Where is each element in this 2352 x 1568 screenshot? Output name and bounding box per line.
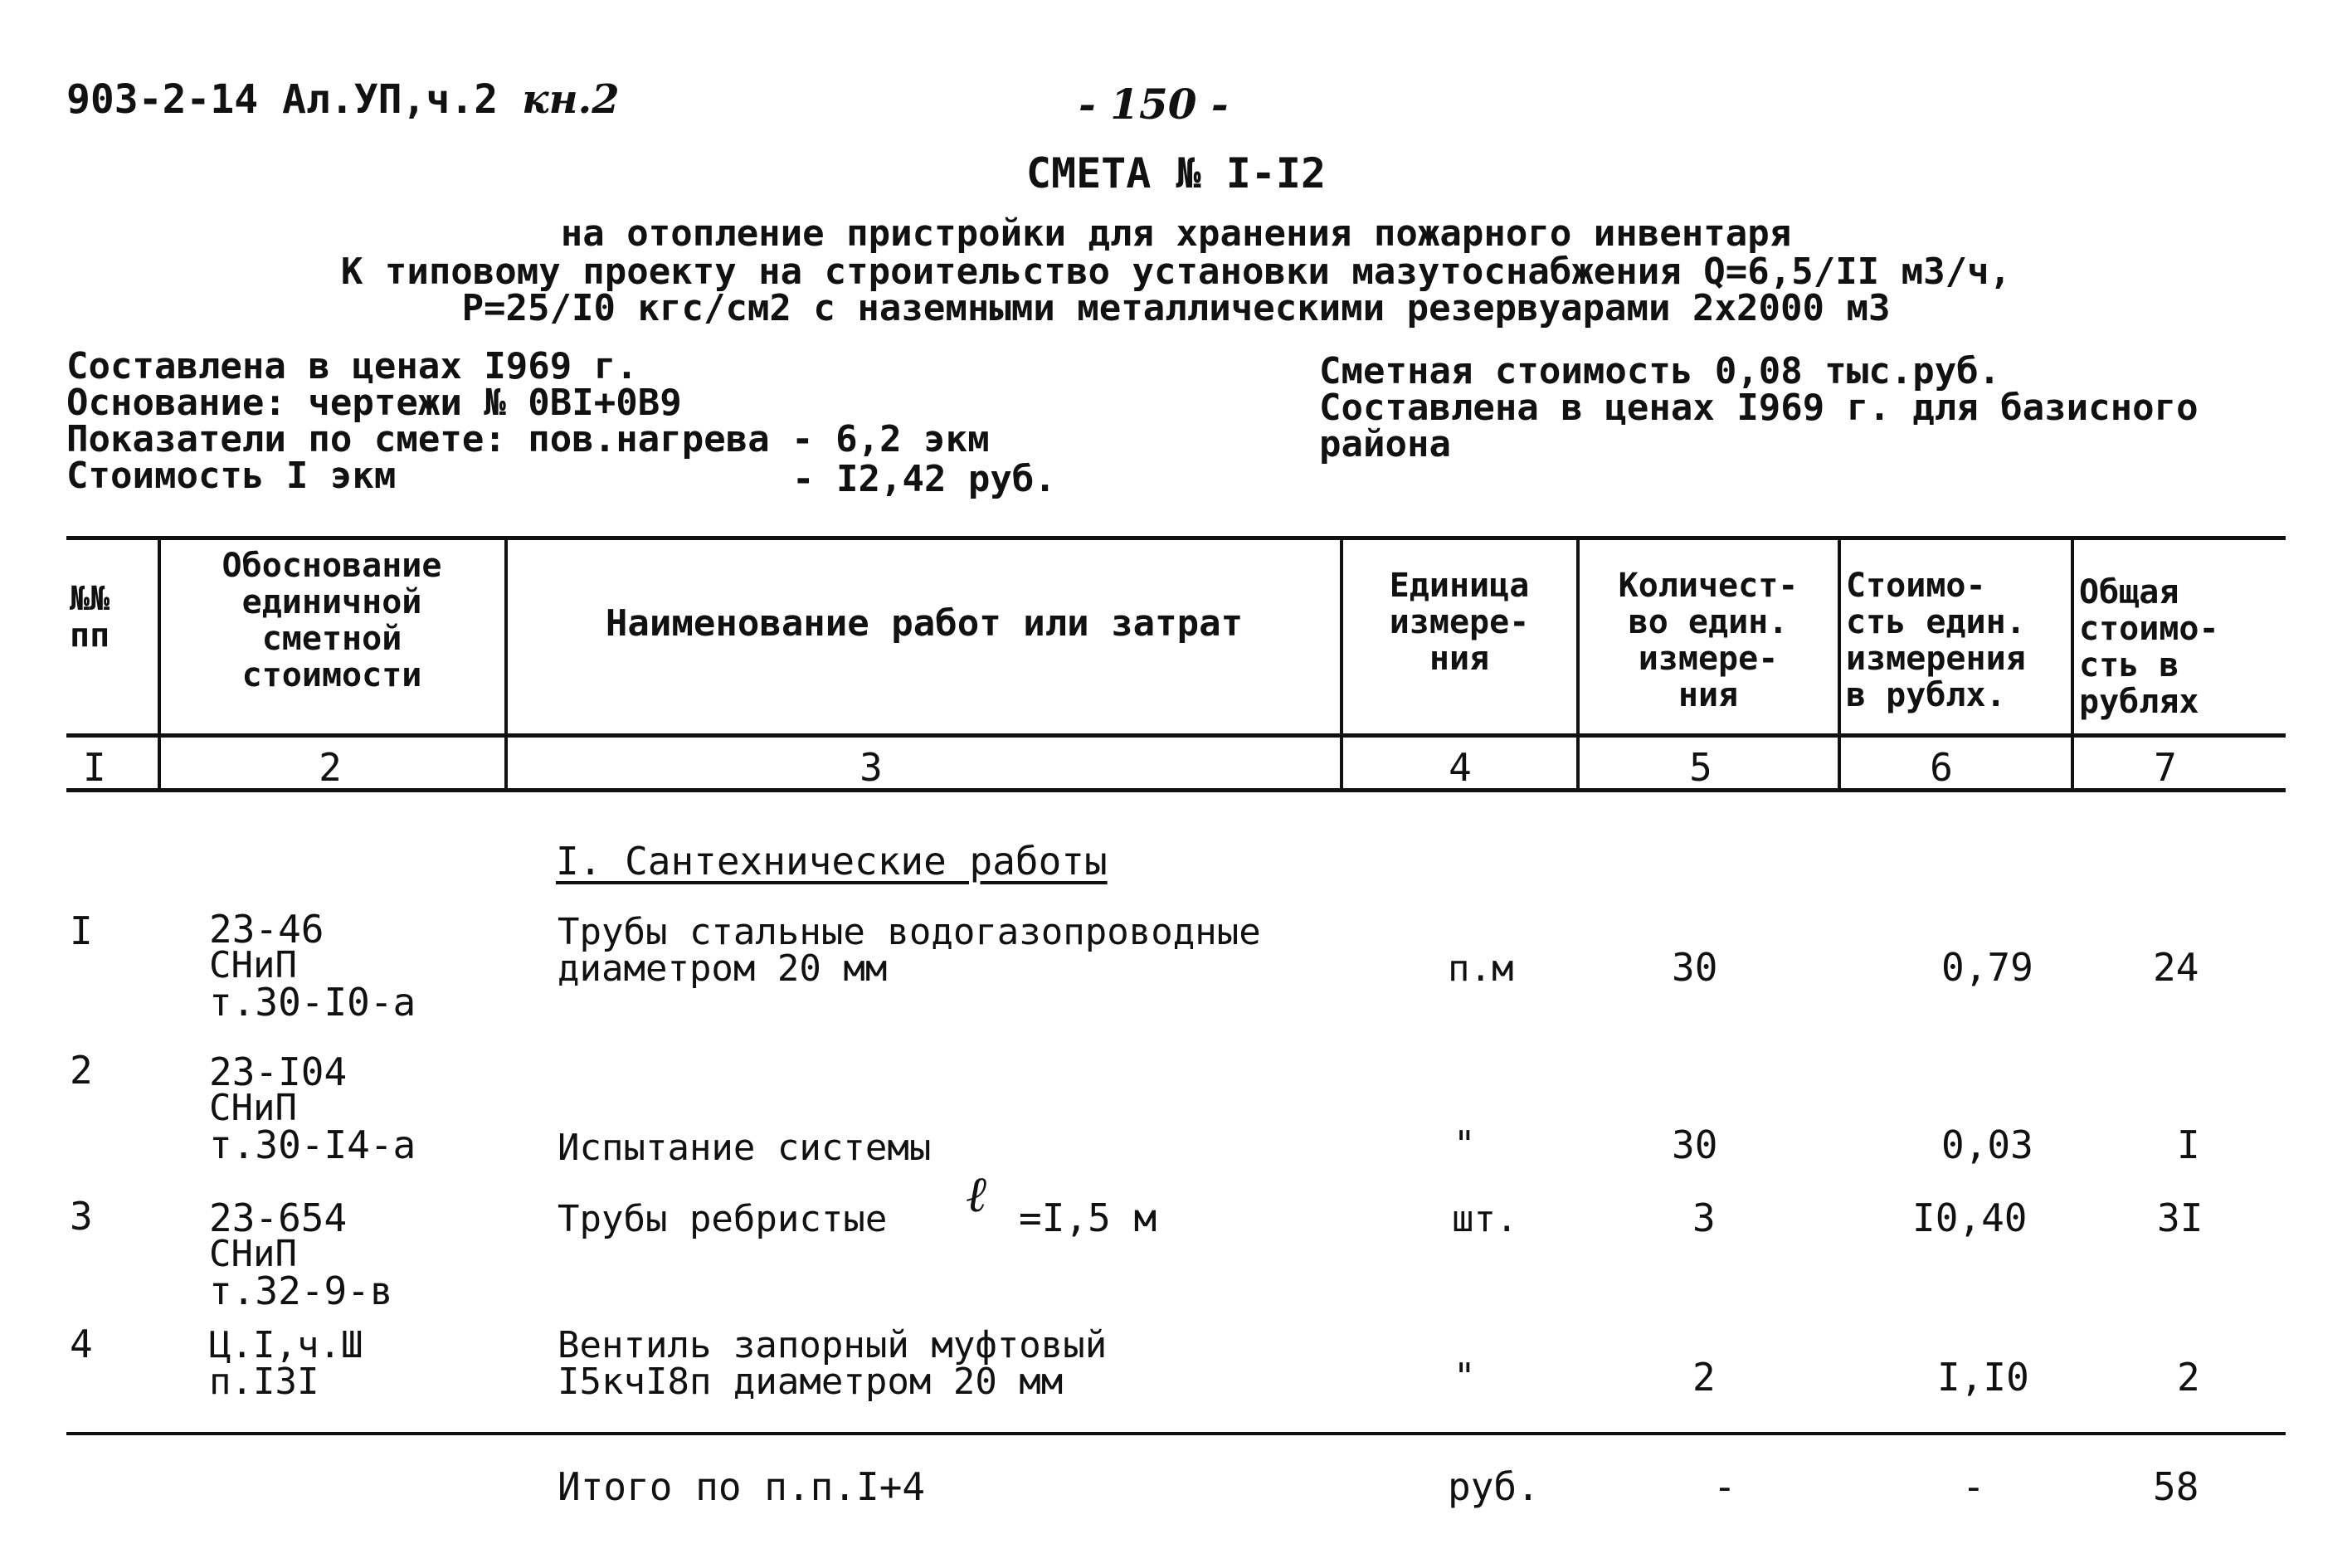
table-total-rule [66, 1432, 2286, 1435]
basis-line: п.I3I [209, 1361, 319, 1403]
basis-line: 23-654 [209, 1195, 348, 1240]
row-basis [209, 1049, 416, 1167]
work-name-line: диаметром 20 мм [558, 947, 888, 990]
info-basis: Основание: чертежи № 0ВI+0В9 [66, 382, 682, 424]
row-number: 3 [70, 1194, 93, 1239]
column-number: 5 [1689, 745, 1712, 790]
header-line: ния [1678, 676, 1739, 714]
length-value: =I,5 м [1019, 1195, 1157, 1240]
total-unit: руб. [1448, 1464, 1540, 1509]
estimate-title: СМЕТА № I-I2 [1025, 149, 1327, 197]
header-line: Наименование работ или затрат [605, 602, 1244, 645]
document-code [66, 76, 620, 123]
row-work-name [558, 1324, 1108, 1403]
row-unit-cost: I,I0 [1937, 1355, 2029, 1400]
header-line: стоимо- [2079, 610, 2219, 648]
column-divider [158, 538, 161, 791]
estimate-project-line: К типовому проекту на строительство установки мазутоснабжения Q=6,5/II м3/ч, [340, 251, 2012, 293]
basis-line: СНиП [209, 944, 297, 986]
total-value: 58 [2153, 1464, 2199, 1509]
header-line: единичной [241, 583, 422, 621]
column-divider [1576, 538, 1580, 791]
row-work-name [558, 911, 1261, 990]
info-prices-region-2: района [1319, 423, 1451, 465]
column-divider [504, 538, 508, 791]
header-line: рублях [2079, 683, 2199, 721]
header-line: измере- [1389, 603, 1530, 641]
row-total: 2 [2177, 1355, 2200, 1400]
header-line: №№ [70, 580, 110, 618]
header-line: сть един. [1846, 603, 2026, 641]
row-quantity: 30 [1672, 945, 1718, 990]
basis-line: т.32-9-в [209, 1269, 393, 1313]
header-total-cost [2079, 574, 2278, 720]
row-unit: шт. [1452, 1198, 1518, 1240]
header-line: стоимости [241, 656, 422, 694]
header-line: измерения [1846, 640, 2026, 678]
column-divider [1340, 538, 1343, 791]
header-line: Обоснование [222, 547, 442, 585]
estimate-project-params: P=25/I0 кгс/см2 с наземными металлическими резервуарами 2х2000 м3 [461, 287, 1891, 329]
table-header-rule [66, 733, 2286, 738]
header-work-name [509, 602, 1339, 645]
column-number: 4 [1449, 745, 1472, 790]
header-line: Единица [1389, 567, 1530, 605]
column-number: 7 [2154, 745, 2177, 790]
header-line: сть в [2079, 646, 2179, 684]
row-quantity: 30 [1672, 1122, 1718, 1167]
header-line: измере- [1638, 640, 1779, 678]
basis-line: СНиП [209, 1233, 297, 1275]
row-number: 2 [70, 1048, 93, 1093]
work-name-line: Испытание системы [558, 1127, 932, 1169]
info-cost-value: - I2,42 руб. [792, 458, 1056, 500]
header-basis [163, 548, 501, 694]
work-name-line: I5кчI8п диаметром 20 мм [558, 1361, 1064, 1403]
row-basis [209, 907, 416, 1025]
header-line: во един. [1628, 603, 1789, 641]
column-number: I [83, 745, 106, 790]
row-total: 24 [2153, 945, 2199, 990]
row-unit-cost: I0,40 [1912, 1195, 2028, 1240]
basis-line: т.30-I0-а [209, 980, 416, 1025]
header-line: пп [70, 616, 110, 655]
document-code-typed: 903-2-14 Ал.УП,ч.2 [66, 76, 499, 123]
row-unit-cost: 0,03 [1941, 1122, 2033, 1167]
basis-line: 23-I04 [209, 1049, 348, 1094]
total-quantity: - [1713, 1464, 1736, 1509]
row-number: I [70, 908, 93, 953]
basis-line: т.30-I4-а [209, 1122, 416, 1167]
page-number: - 150 - [1079, 80, 1229, 129]
info-cost-label: Стоимость I экм [66, 455, 397, 497]
row-quantity: 2 [1692, 1355, 1716, 1400]
basis-line: СНиП [209, 1087, 297, 1129]
header-line: Общая [2079, 573, 2179, 611]
info-estimated-cost: Сметная стоимость 0,08 тыс.руб. [1319, 350, 2001, 392]
row-unit-cost: 0,79 [1941, 945, 2033, 990]
row-total: 3I [2157, 1195, 2203, 1240]
work-name-line: Трубы стальные водогазопроводные [558, 911, 1261, 953]
column-number: 3 [859, 745, 883, 790]
header-line: ния [1429, 640, 1490, 678]
row-unit: " [1454, 1356, 1476, 1398]
info-indicators: Показатели по смете: пов.нагрева - 6,2 экм [66, 418, 990, 460]
header-number [70, 581, 153, 654]
column-divider [1838, 538, 1841, 791]
header-line: сметной [261, 620, 402, 658]
estimate-subtitle: на отопление пристройки для хранения пожарного инвентаря [560, 212, 1792, 255]
work-name-line: Вентиль запорный муфтовый [558, 1324, 1108, 1366]
total-unit-cost: - [1962, 1464, 1985, 1509]
basis-line: 23-46 [209, 907, 324, 952]
work-name-line: Трубы ребристые [558, 1198, 888, 1240]
row-unit: " [1454, 1123, 1476, 1166]
header-quantity [1581, 567, 1835, 713]
total-label: Итого по п.п.I+4 [558, 1464, 926, 1509]
column-divider [2071, 538, 2074, 791]
row-basis [209, 1324, 363, 1403]
section-title: I. Сантехнические работы [556, 839, 1108, 884]
row-unit: п.м [1448, 947, 1514, 990]
row-work-name [558, 1127, 932, 1169]
header-line: в рублх. [1846, 676, 2006, 714]
basis-line: Ц.I,ч.Ш [209, 1324, 363, 1366]
column-number: 2 [319, 745, 342, 790]
row-number: 4 [70, 1322, 93, 1366]
header-unit [1345, 567, 1574, 677]
document-code-handwritten: кн.2 [522, 76, 620, 123]
info-prices: Составлена в ценах I969 г. [66, 345, 638, 387]
info-prices-region-1: Составлена в ценах I969 г. для базисного [1319, 387, 2199, 429]
header-unit-cost [1846, 567, 2068, 713]
header-line: Количест- [1618, 567, 1799, 605]
row-quantity: 3 [1692, 1195, 1716, 1240]
row-basis [209, 1195, 393, 1313]
row-total: I [2177, 1122, 2200, 1167]
row-work-name [558, 1198, 888, 1240]
column-number: 6 [1930, 745, 1953, 790]
handwritten-length-symbol: ℓ [967, 1166, 988, 1224]
header-line: Стоимо- [1846, 567, 1986, 605]
table-top-rule [66, 536, 2286, 540]
